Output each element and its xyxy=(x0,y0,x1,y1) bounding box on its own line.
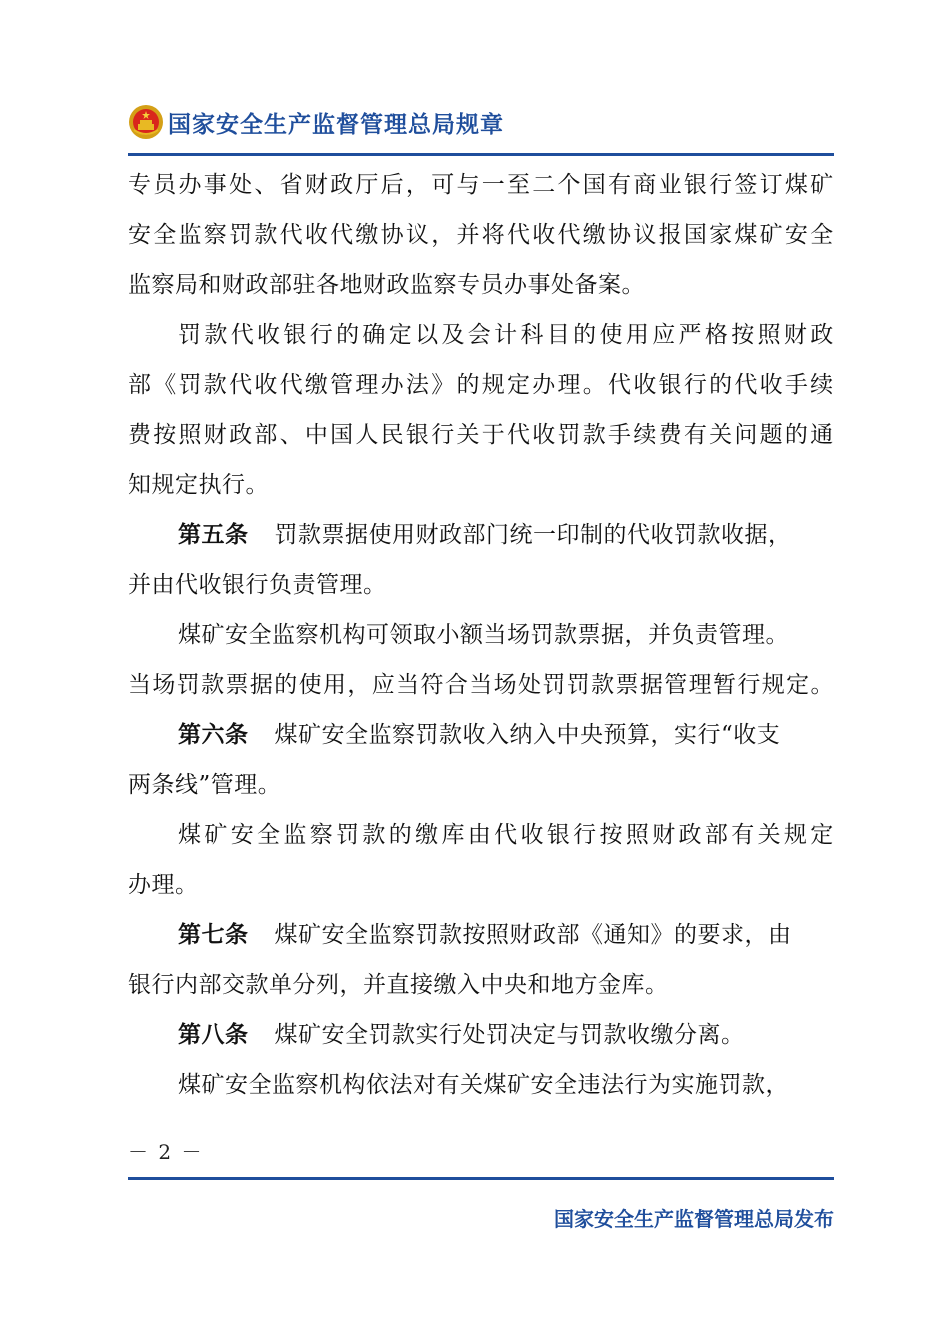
paragraph-line: 两条线”管理。 xyxy=(128,772,282,798)
article-5 xyxy=(128,510,834,560)
paragraph-line: 银行内部交款单分列，并直接缴入中央和地方金库。 xyxy=(128,972,669,998)
article-6-heading: 第六条 xyxy=(178,722,249,748)
article-5-text: 罚款票据使用财政部门统一印制的代收罚款收据， xyxy=(274,522,792,548)
article-5-heading: 第五条 xyxy=(178,522,249,548)
paragraph-line: 当 场 罚 款 票 据 的 使 用 ， 应 当 符 合 当 场 处 罚 罚 款 票 据 管 理 暂 行 规 定 。 xyxy=(128,672,834,698)
paragraph-line: 知规定执行。 xyxy=(128,472,269,498)
paragraph-line: 监察局和财政部驻各地财政监察专员办事处备案。 xyxy=(128,272,645,298)
document-body xyxy=(128,160,834,1110)
page-number: － 2 － xyxy=(128,1140,204,1164)
footer-divider xyxy=(128,1177,834,1180)
national-emblem-icon xyxy=(128,104,164,140)
paragraph-line: 费 按 照 财 政 部 、 中 国 人 民 银 行 关 于 代 收 罚 款 手 续 费 有 关 问 题 的 通 xyxy=(128,422,834,448)
page-header xyxy=(128,100,834,150)
paragraph-line: 煤矿安全监察机构依法对有关煤矿安全违法行为实施罚款， xyxy=(178,1072,789,1098)
article-8-heading: 第八条 xyxy=(178,1022,249,1048)
paragraph-line: 专 员 办 事 处 、 省 财 政 厅 后 ， 可 与 一 至 二 个 国 有 商 业 银 行 签 订 煤 矿 xyxy=(128,172,834,198)
paragraph-line: 罚 款 代 收 银 行 的 确 定 以 及 会 计 科 目 的 使 用 应 严 格 按 照 财 政 xyxy=(178,322,834,348)
article-6-text: 煤矿安全监察罚款收入纳入中央预算，实行“收支 xyxy=(274,722,781,748)
paragraph-line: 煤矿安全监察机构可领取小额当场罚款票据，并负责管理。 xyxy=(178,622,789,648)
article-8-text: 煤矿安全罚款实行处罚决定与罚款收缴分离。 xyxy=(274,1022,745,1048)
article-7-heading: 第七条 xyxy=(178,922,249,948)
header-divider xyxy=(128,153,834,156)
paragraph-line: 安 全 监 察 罚 款 代 收 代 缴 协 议 ， 并 将 代 收 代 缴 协 议 报 国 家 煤 矿 安 全 xyxy=(128,222,834,248)
article-7-text: 煤矿安全监察罚款按照财政部《通知》的要求，由 xyxy=(274,922,792,948)
paragraph-line: 办理。 xyxy=(128,872,199,898)
article-6 xyxy=(128,710,834,760)
paragraph-line: 煤 矿 安 全 监 察 罚 款 的 缴 库 由 代 收 银 行 按 照 财 政 部 有 关 规 定 xyxy=(178,822,834,848)
paragraph-line: 并由代收银行负责管理。 xyxy=(128,572,387,598)
article-7 xyxy=(128,910,834,960)
article-8 xyxy=(128,1010,834,1060)
footer-publisher: 国家安全生产监督管理总局发布 xyxy=(554,1207,834,1231)
header-title: 国家安全生产监督管理总局规章 xyxy=(168,112,504,138)
paragraph-line: 部 《 罚 款 代 收 代 缴 管 理 办 法 》 的 规 定 办 理 。 代 收 银 行 的 代 收 手 续 xyxy=(128,372,834,398)
